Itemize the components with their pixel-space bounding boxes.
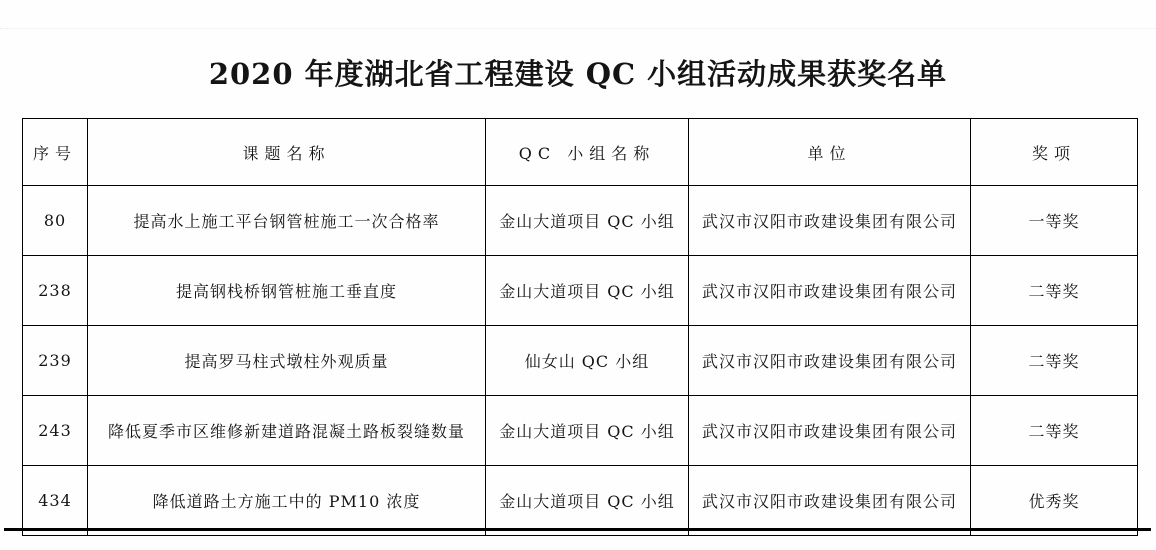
cell-unit: 武汉市汉阳市政建设集团有限公司 <box>689 256 971 326</box>
cell-award: 二等奖 <box>971 326 1138 396</box>
header-cell-topic: 课题名称 <box>88 119 486 186</box>
cell-index: 238 <box>23 256 88 326</box>
cell-index: 243 <box>23 396 88 466</box>
cell-topic: 提高罗马柱式墩柱外观质量 <box>88 326 486 396</box>
table-header-row <box>23 119 1138 186</box>
cell-index: 434 <box>23 466 88 536</box>
cell-topic: 降低道路土方施工中的 PM10 浓度 <box>88 466 486 536</box>
header-cell-group: QC 小组名称 <box>486 119 689 186</box>
cell-index: 239 <box>23 326 88 396</box>
cell-group: 金山大道项目 QC 小组 <box>486 256 689 326</box>
cell-award: 二等奖 <box>971 396 1138 466</box>
page-title: 2020 年度湖北省工程建设 QC 小组活动成果获奖名单 <box>208 57 948 91</box>
cell-unit: 武汉市汉阳市政建设集团有限公司 <box>689 326 971 396</box>
header-cell-index: 序号 <box>23 119 88 186</box>
table-row <box>23 396 1138 466</box>
table-row <box>23 466 1138 536</box>
cell-topic: 提高水上施工平台钢管桩施工一次合格率 <box>88 186 486 256</box>
cell-topic: 提高钢栈桥钢管桩施工垂直度 <box>88 256 486 326</box>
header-cell-unit: 单位 <box>689 119 971 186</box>
awards-table <box>22 118 1138 536</box>
table-row <box>23 256 1138 326</box>
table-row <box>23 186 1138 256</box>
cell-group: 仙女山 QC 小组 <box>486 326 689 396</box>
cell-group: 金山大道项目 QC 小组 <box>486 466 689 536</box>
cell-unit: 武汉市汉阳市政建设集团有限公司 <box>689 186 971 256</box>
cell-award: 二等奖 <box>971 256 1138 326</box>
scan-artifact-line <box>0 28 1156 29</box>
cell-topic: 降低夏季市区维修新建道路混凝土路板裂缝数量 <box>88 396 486 466</box>
cell-award: 一等奖 <box>971 186 1138 256</box>
header-cell-award: 奖项 <box>971 119 1138 186</box>
cell-index: 80 <box>23 186 88 256</box>
cell-unit: 武汉市汉阳市政建设集团有限公司 <box>689 396 971 466</box>
cell-unit: 武汉市汉阳市政建设集团有限公司 <box>689 466 971 536</box>
cell-group: 金山大道项目 QC 小组 <box>486 186 689 256</box>
cell-award: 优秀奖 <box>971 466 1138 536</box>
cell-group: 金山大道项目 QC 小组 <box>486 396 689 466</box>
page-bottom-rule <box>4 528 1151 531</box>
table-row <box>23 326 1138 396</box>
